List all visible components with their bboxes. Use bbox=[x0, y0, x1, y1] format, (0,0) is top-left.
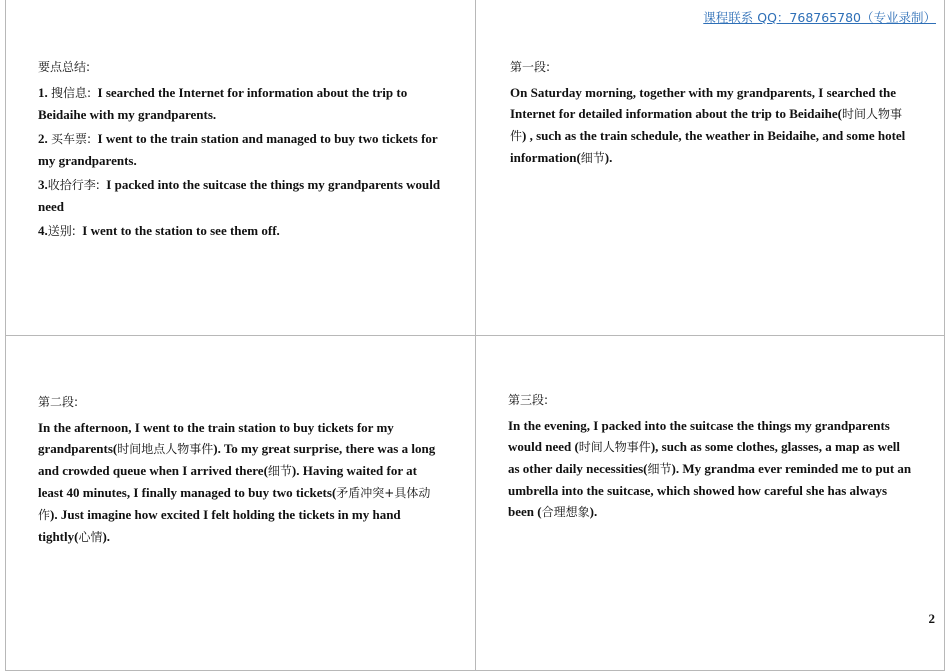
paragraph-segment: ), such as some clothes, glasses, a map as well as other daily necessities( bbox=[508, 439, 900, 476]
course-contact-link[interactable]: 课程联系 QQ：768765780（专业录制） bbox=[703, 10, 936, 25]
summary-point bbox=[38, 82, 443, 125]
point-label: 搜信息: bbox=[51, 86, 92, 100]
point-label: 收拾行李: bbox=[47, 178, 100, 192]
summary-point bbox=[38, 128, 443, 171]
paragraph-segment: ). bbox=[589, 504, 598, 519]
paragraph-segment: In the afternoon, I went to the train station to buy tickets for my grandparents( bbox=[38, 420, 394, 456]
paragraph-segment: ). To my great surprise, there was a long and crowded queue when I arrived there( bbox=[38, 441, 436, 478]
point-text: I searched the Internet for information about the trip to Beidaihe with my grandparents. bbox=[38, 85, 408, 122]
point-prefix: 2. bbox=[38, 131, 51, 146]
paragraph-annotation: 心情 bbox=[78, 530, 103, 544]
point-text: I packed into the suitcase the things my grandparents would need bbox=[38, 177, 441, 214]
paragraph-annotation: 时间人物事件 bbox=[510, 107, 902, 143]
paragraph-annotation: 矛盾冲突+具体动作 bbox=[38, 486, 431, 522]
summary-point bbox=[38, 220, 443, 242]
point-prefix: 1. bbox=[38, 85, 51, 100]
paragraph-segment: ). Having waited for at least 40 minutes, I finally managed to buy two tickets( bbox=[38, 463, 417, 500]
paragraph-annotation: 细节 bbox=[267, 464, 292, 478]
paragraph-segment: ). My grandma ever reminded me to put an umbrella into the suitcase, which showed how careful she has always been ( bbox=[508, 461, 912, 519]
paragraph-segment: In the evening, I packed into the suitcase the things my grandparents would need ( bbox=[508, 418, 890, 454]
point-text: I went to the train station and managed to buy two tickets for my grandparents. bbox=[38, 131, 438, 168]
paragraph-one-text bbox=[510, 82, 915, 169]
paragraph-one-panel bbox=[510, 58, 915, 169]
paragraph-annotation: 合理想象 bbox=[541, 505, 590, 519]
summary-panel bbox=[38, 58, 443, 245]
summary-heading: 要点总结: bbox=[38, 60, 91, 74]
point-prefix: 3. bbox=[38, 177, 48, 192]
point-text: I went to the station to see them off. bbox=[82, 223, 280, 238]
paragraph-one-heading: 第一段: bbox=[510, 60, 551, 74]
paragraph-segment: ). bbox=[604, 150, 613, 165]
paragraph-annotation: 细节 bbox=[647, 462, 672, 476]
paragraph-two-heading: 第二段: bbox=[38, 395, 79, 409]
summary-point bbox=[38, 174, 443, 217]
paragraph-annotation: 时间人物事件 bbox=[578, 440, 651, 454]
paragraph-segment: ). Just imagine how excited I felt holding the tickets in my hand tightly( bbox=[38, 507, 401, 544]
paragraph-three-panel bbox=[508, 391, 913, 523]
paragraph-segment: On Saturday morning, together with my grandparents, I searched the Internet for detailed information about the trip to Beidaihe( bbox=[510, 85, 897, 121]
point-label: 送别: bbox=[47, 224, 76, 238]
paragraph-segment: ) , such as the train schedule, the weather in Beidaihe, and some hotel information( bbox=[510, 128, 906, 165]
horizontal-divider bbox=[5, 335, 945, 336]
paragraph-annotation: 时间地点人物事件 bbox=[117, 442, 214, 456]
paragraph-three-heading: 第三段: bbox=[508, 393, 549, 407]
paragraph-three-text bbox=[508, 415, 913, 523]
point-prefix: 4. bbox=[38, 223, 48, 238]
paragraph-two-panel bbox=[38, 393, 443, 548]
point-label: 买车票: bbox=[51, 132, 92, 146]
paragraph-segment: ). bbox=[102, 529, 111, 544]
page-number: 2 bbox=[928, 611, 935, 626]
paragraph-annotation: 细节 bbox=[580, 151, 605, 165]
paragraph-two-text bbox=[38, 417, 443, 548]
